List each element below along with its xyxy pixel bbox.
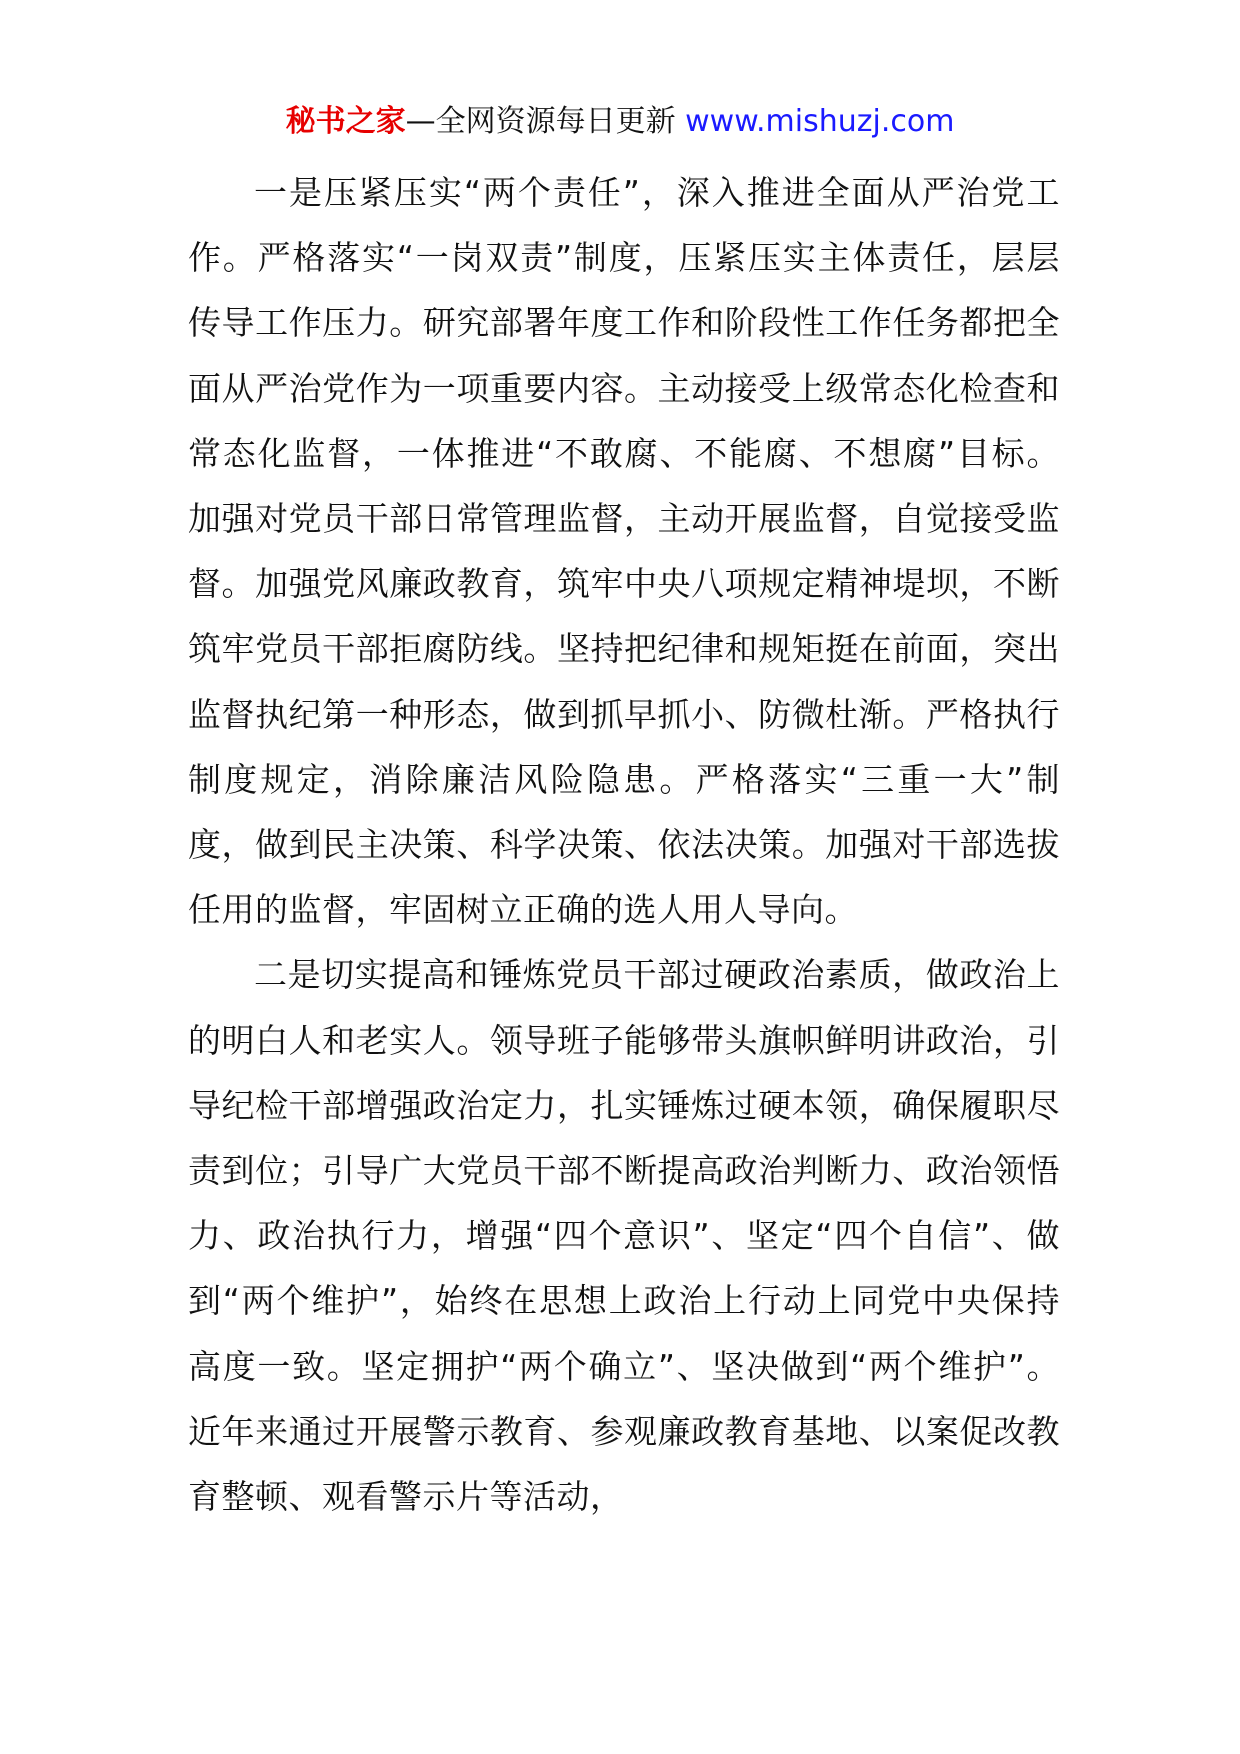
- brand-name: 秘书之家: [285, 104, 406, 139]
- site-url-link[interactable]: www.mishuzj.com: [685, 104, 955, 139]
- header-slogan: —全网资源每日更新: [405, 104, 686, 139]
- site-header: [0, 102, 1240, 142]
- document-body: [188, 160, 1060, 1529]
- paragraph-1: 一是压紧压实“两个责任”，深入推进全面从严治党工作。严格落实“一岗双责”制度，压紧压实主体责任，层层传导工作压力。研究部署年度工作和阶段性工作任务都把全面从严治党作为一项重要内容。主动接受上级常态化检查和常态化监督，一体推进“不敢腐、不能腐、不想腐”目标。加强对党员干部日常管理监督，主动开展监督，自觉接受监督。加强党风廉政教育，筑牢中央八项规定精神堤坝，不断筑牢党员干部拒腐防线。坚持把纪律和规矩挺在前面，突出监督执纪第一种形态，做到抓早抓小、防微杜渐。严格执行制度规定，消除廉洁风险隐患。严格落实“三重一大”制度，做到民主决策、科学决策、依法决策。加强对干部选拔任用的监督，牢固树立正确的选人用人导向。: [188, 173, 1060, 930]
- paragraph-2: 二是切实提高和锤炼党员干部过硬政治素质，做政治上的明白人和老实人。领导班子能够带头旗帜鲜明讲政治，引导纪检干部增强政治定力，扎实锤炼过硬本领，确保履职尽责到位；引导广大党员干部不断提高政治判断力、政治领悟力、政治执行力，增强“四个意识”、坚定“四个自信”、做到“两个维护”，始终在思想上政治上行动上同党中央保持高度一致。坚定拥护“两个确立”、坚决做到“两个维护”。近年来通过开展警示教育、参观廉政教育基地、以案促改教育整顿、观看警示片等活动，: [188, 955, 1060, 1517]
